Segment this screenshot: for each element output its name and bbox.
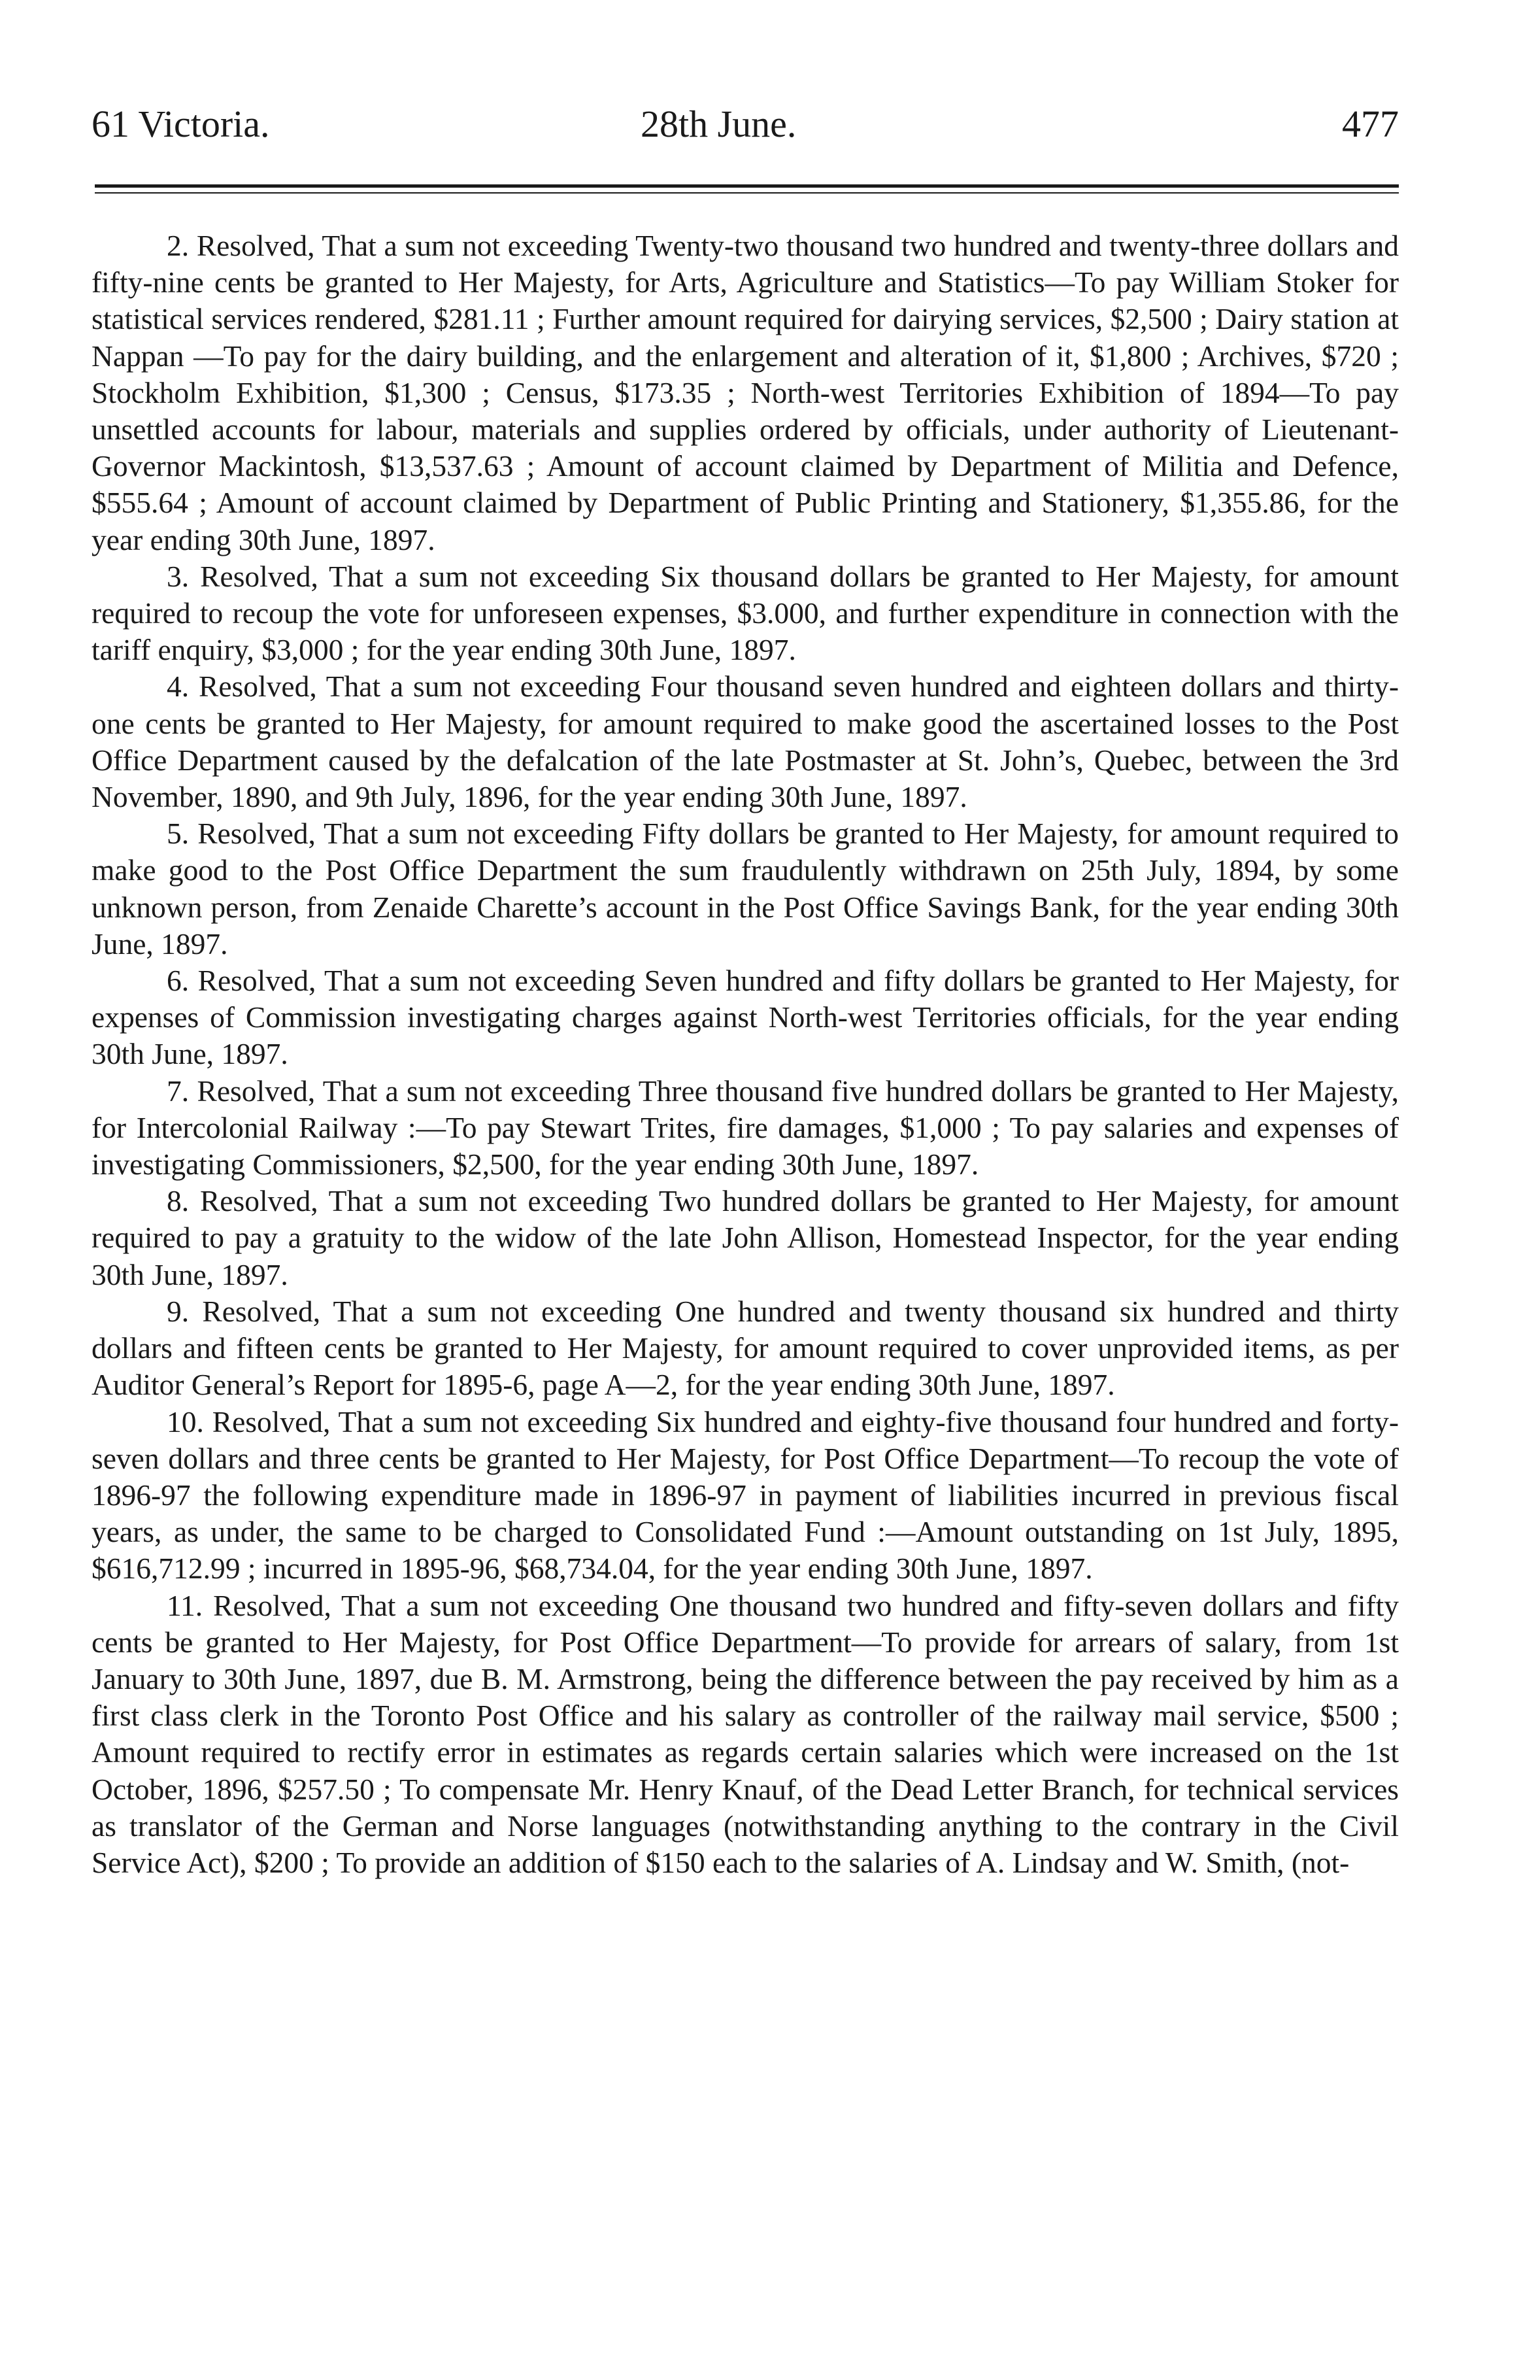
date-label: 28th June. <box>641 103 797 145</box>
resolution-paragraph: 5. Resolved, That a sum not exceeding Fifty dollars be granted to Her Majesty, for amount required to make good to the Post Office Department the sum fraudulently withdrawn on 25th July, 1894, by some unknown person, from Zenaide Charette’s account in the Post Office Savings Bank, for the year ending 30th June, 1897. <box>92 817 1399 960</box>
resolution-paragraph: 3. Resolved, That a sum not exceeding Six thousand dollars be granted to Her Majesty, for amount required to recoup the vote for unforeseen expenses, $3.000, and further expenditure in connection with the tariff enquiry, $3,000 ; for the year ending 30th June, 1897. <box>92 559 1399 667</box>
page-header <box>92 98 1399 150</box>
journal-page <box>92 0 1399 2380</box>
resolution-paragraph: 9. Resolved, That a sum not exceeding One hundred and twenty thousand six hundred and thirty dollars and fifteen cents be granted to Her Majesty, for amount required to cover unprovided items, as per Auditor General’s Report for 1895-6, page A—2, for the year ending 30th June, 1897. <box>92 1294 1399 1402</box>
resolution-paragraph: 6. Resolved, That a sum not exceeding Seven hundred and fifty dollars be granted to Her Majesty, for expenses of Commission investigating charges against North-west Territories officials, for the year ending 30th June, 1897. <box>92 964 1399 1071</box>
resolution-paragraph: 8. Resolved, That a sum not exceeding Two hundred dollars be granted to Her Majesty, for amount required to pay a gratuity to the widow of the late John Allison, Homestead Inspector, for the year ending 30th June, 1897. <box>92 1184 1399 1291</box>
session-label: 61 Victoria. <box>92 103 270 145</box>
resolutions-body <box>92 228 1399 1881</box>
header-rule-thin <box>95 192 1399 194</box>
resolution-paragraph: 7. Resolved, That a sum not exceeding Three thousand five hundred dollars be granted to Her Majesty, for Intercolonial Railway :—To pay Stewart Trites, fire damages, $1,000 ; To pay salaries and expenses of investigating Commissioners, $2,500, for the year ending 30th June, 1897. <box>92 1074 1399 1182</box>
resolution-paragraph: 10. Resolved, That a sum not exceeding Six hundred and eighty-five thousand four hundred and forty-seven dollars and three cents be granted to Her Majesty, for Post Office Department—To recoup the vote of 1896-97 the following expenditure made in 1896-97 in payment of liabilities incurred in previous fiscal years, as under, the same to be charged to Consolidated Fund :—Amount outstanding on 1st July, 1895, $616,712.99 ; incurred in 1895-96, $68,734.04, for the year ending 30th June, 1897. <box>92 1404 1399 1586</box>
resolution-paragraph: 2. Resolved, That a sum not exceeding Twenty-two thousand two hundred and twenty-three dollars and fifty-nine cents be granted to Her Majesty, for Arts, Agriculture and Statistics—To pay William Stoker for statistical services rendered, $281.11 ; Further amount required for dairying services, $2,500 ; Dairy station at Nappan —To pay for the dairy building, and the enlargement and alteration of it, $1,800 ; Archives, $720 ; Stockholm Exhibition, $1,300 ; Census, $173.35 ; North-west Territories Exhibition of 1894—To pay unsettled accounts for labour, materials and supplies ordered by officials, under authority of Lieutenant-Governor Mackintosh, $13,537.63 ; Amount of account claimed by Department of Militia and Defence, $555.64 ; Amount of account claimed by Department of Public Printing and Stationery, $1,355.86, for the year ending 30th June, 1897. <box>92 229 1399 556</box>
resolution-paragraph: 11. Resolved, That a sum not exceeding One thousand two hundred and fifty-seven dollars and fifty cents be granted to Her Majesty, for Post Office Department—To provide for arrears of salary, from 1st January to 30th June, 1897, due B. M. Armstrong, being the difference between the pay received by him as a first class clerk in the Toronto Post Office and his salary as controller of the railway mail service, $500 ; Amount required to rectify error in estimates as regards certain salaries which were increased on the 1st October, 1896, $257.50 ; To compensate Mr. Henry Knauf, of the Dead Letter Branch, for technical services as translator of the German and Norse languages (notwithstanding anything to the contrary in the Civil Service Act), $200 ; To provide an addition of $150 each to the salaries of A. Lindsay and W. Smith, (not- <box>92 1588 1399 1879</box>
page-number: 477 <box>1342 103 1399 145</box>
header-rule-thick <box>95 184 1399 188</box>
header-double-rule <box>95 184 1399 194</box>
resolution-paragraph: 4. Resolved, That a sum not exceeding Four thousand seven hundred and eighteen dollars and thirty-one cents be granted to Her Majesty, for amount required to make good the ascertained losses to the Post Office Department caused by the defalcation of the late Postmaster at St. John’s, Quebec, between the 3rd November, 1890, and 9th July, 1896, for the year ending 30th June, 1897. <box>92 670 1399 814</box>
